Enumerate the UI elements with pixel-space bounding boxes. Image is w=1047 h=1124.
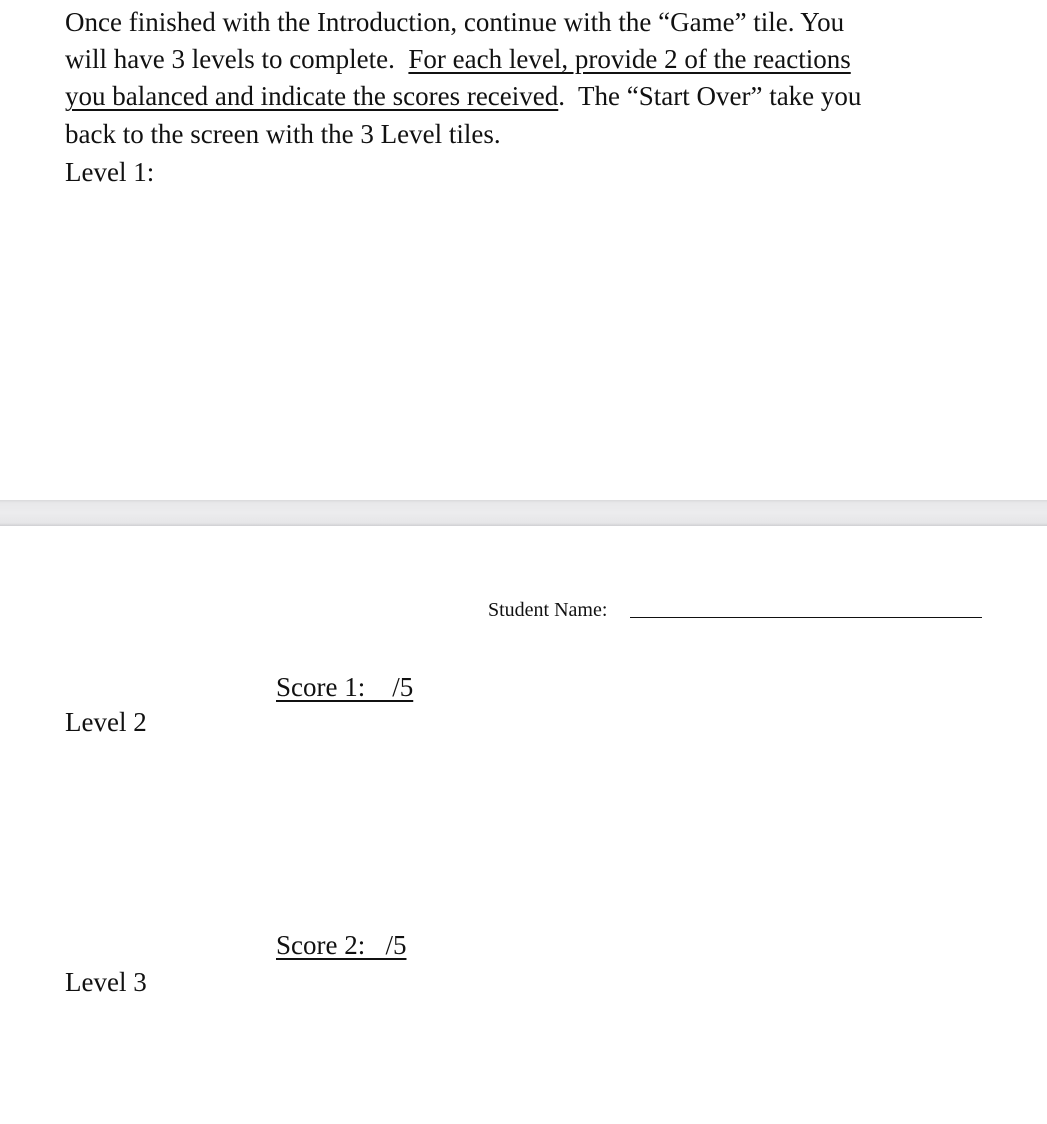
level-2-label: Level 2: [65, 707, 147, 737]
instructions-text: back to the screen with the 3 Level tiles.: [65, 118, 501, 149]
instructions-underlined-text: you balanced and indicate the scores received: [65, 81, 559, 112]
instructions-underlined-text: For each level, provide 2 of the reactions: [408, 44, 851, 75]
score-1-label: Score 1: /5: [276, 672, 414, 702]
score-2-label: Score 2: /5: [276, 930, 407, 960]
document-page-1: [0, 0, 1047, 500]
instructions-text: . The “Start Over” take you: [558, 81, 862, 112]
instructions-line-1: [65, 4, 965, 41]
page-separator: [0, 500, 1047, 526]
level-1-label: Level 1:: [65, 157, 155, 187]
level-3-label: Level 3: [65, 967, 147, 997]
student-name-blank-line[interactable]: [630, 617, 982, 618]
student-name-label: Student Name:: [488, 599, 608, 621]
instructions-text: Once finished with the Introduction, continue with the “Game” tile. You: [65, 7, 845, 37]
instructions-line-3: [65, 78, 965, 115]
instructions-line-2: [65, 41, 965, 78]
instructions-paragraph: [65, 4, 965, 153]
instructions-line-4: [65, 116, 965, 153]
instructions-text: will have 3 levels to complete.: [65, 44, 409, 75]
